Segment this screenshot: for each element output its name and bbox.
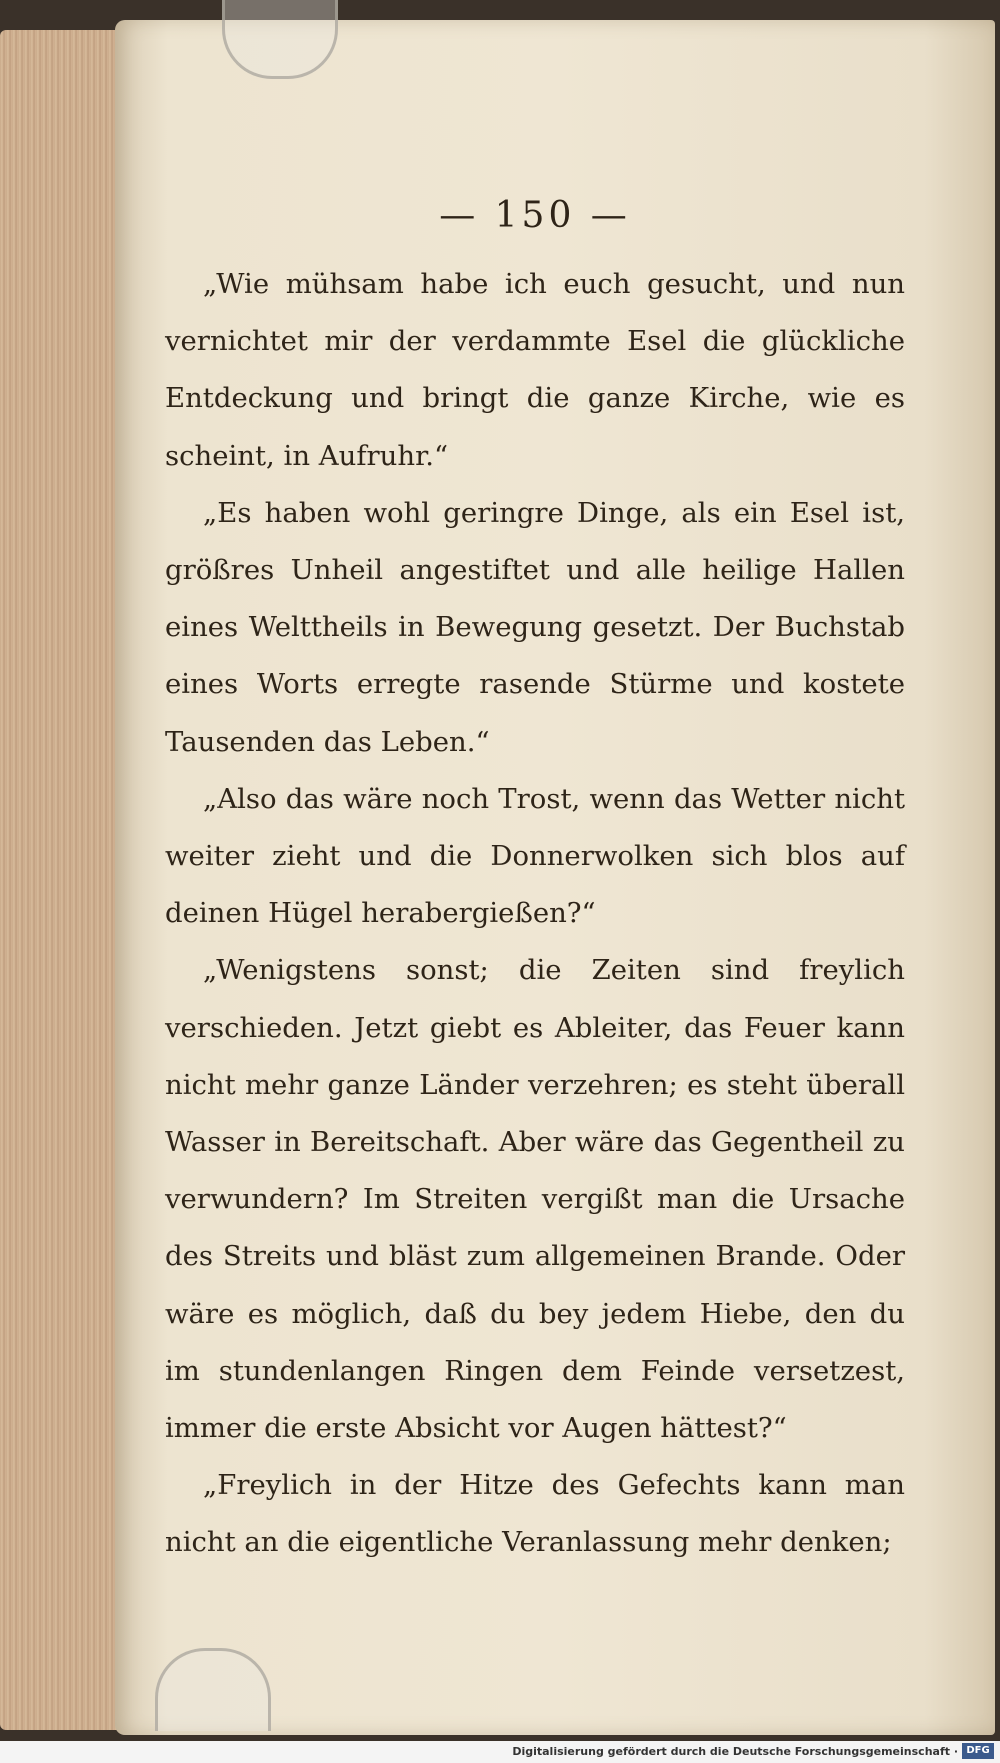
dfg-logo-icon: DFG: [962, 1743, 994, 1759]
page-text: [165, 190, 905, 1572]
footer-bar: [0, 1741, 1000, 1763]
funding-credit: Digitalisierung gefördert durch die Deutsche Forschungsgemeinschaft ·: [512, 1745, 958, 1758]
page-clip-bottom: [155, 1648, 271, 1731]
paragraph-4: „Wenigstens sonst; die Zeiten sind freylich verschieden. Jetzt giebt es Ableiter, das Feuer kann nicht mehr ganze Länder verzehren; es steht überall Wasser in Bereitschaft. Aber wäre das Gegentheil zu verwundern? Im Streiten vergißt man die Ursache des Streits und bläst zum allgemeinen Brande. Oder wäre es möglich, daß du bey jedem Hiebe, den du im stundenlangen Ringen dem Feinde versetzest, immer die erste Absicht vor Augen hättest?“: [165, 954, 905, 1445]
paragraph-5: „Freylich in der Hitze des Gefechts kann man nicht an die eigentliche Veranlassung mehr denken;: [165, 1469, 905, 1559]
paragraph-1: „Wie mühsam habe ich euch gesucht, und nun vernichtet mir der verdammte Esel die glückliche Entdeckung und bringt die ganze Kirche, wie es scheint, in Aufruhr.“: [165, 268, 905, 472]
paragraph-2: „Es haben wohl geringre Dinge, als ein Esel ist, größres Unheil angestiftet und alle heilige Hallen eines Welttheils in Bewegung gesetzt. Der Buchstab eines Worts erregte rasende Stürme und kostete Tausenden das Leben.“: [165, 496, 905, 758]
paragraph-3: „Also das wäre noch Trost, wenn das Wetter nicht weiter zieht und die Donnerwolken sich blos auf deinen Hügel herabergießen?“: [165, 782, 905, 930]
page-number-header: — 150 —: [439, 195, 631, 236]
